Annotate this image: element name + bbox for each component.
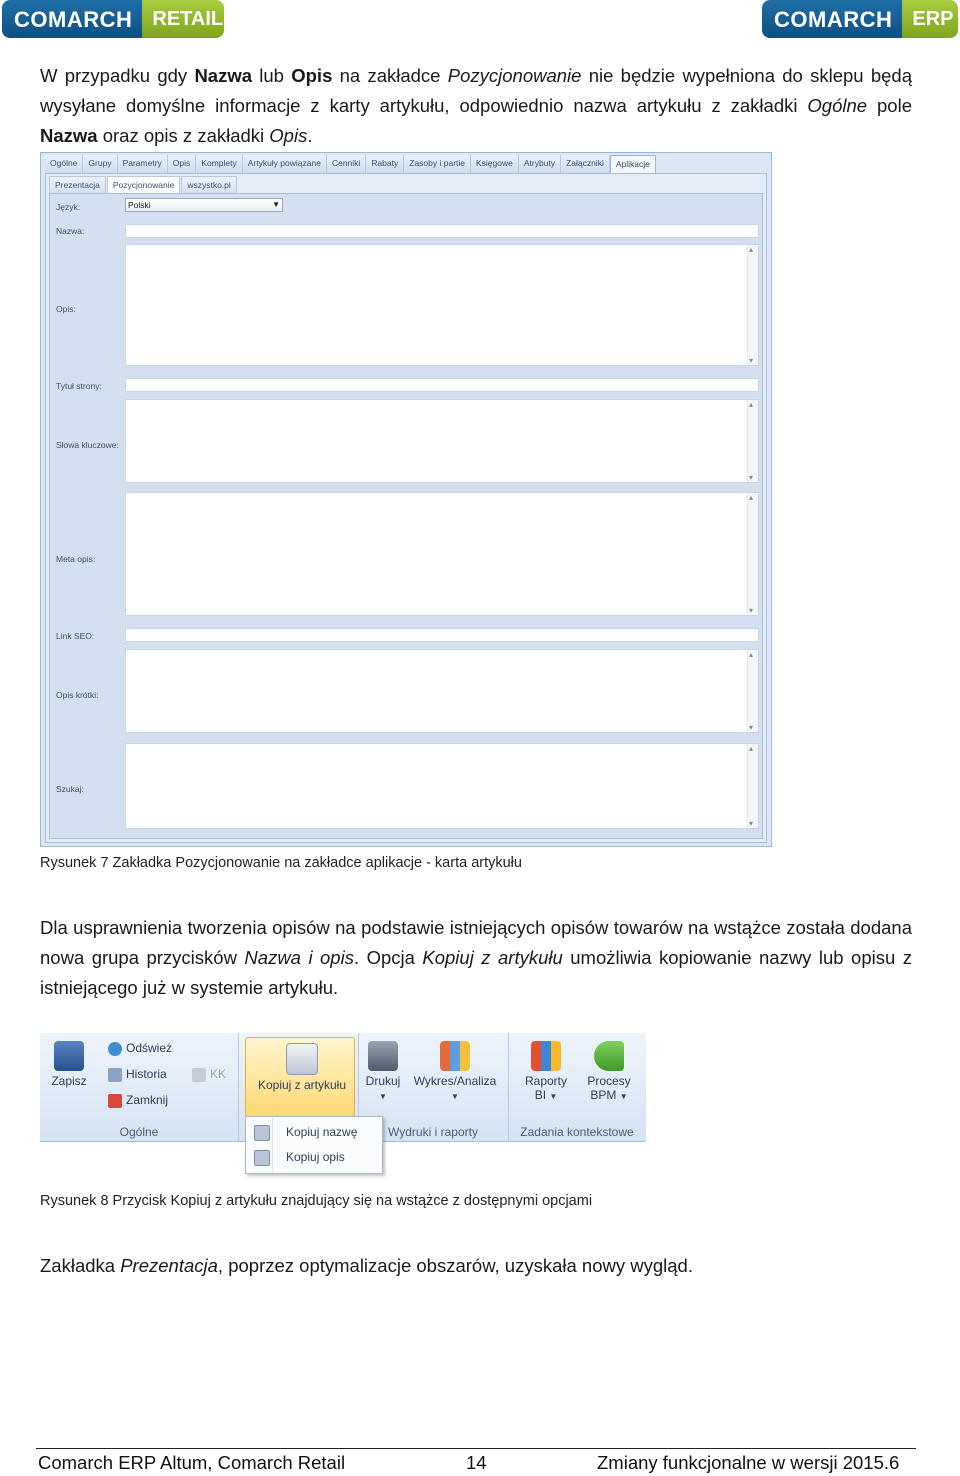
opis-krotki-label: Opis krótki: (56, 690, 99, 700)
scrollbar[interactable] (747, 245, 758, 365)
opis-label: Opis: (56, 304, 76, 314)
szukaj-field[interactable] (125, 743, 759, 829)
scrollbar[interactable] (747, 400, 758, 482)
footer-left: Comarch ERP Altum, Comarch Retail (38, 1452, 346, 1473)
chart-icon (440, 1041, 470, 1071)
chevron-down-icon: ▼ (619, 1092, 628, 1101)
tytul-strony-field[interactable] (125, 378, 759, 392)
tab-cenniki[interactable]: Cenniki (327, 155, 366, 173)
scrollbar[interactable] (747, 744, 758, 828)
kopiuj-opis-menu-item[interactable]: Kopiuj opis (246, 1145, 382, 1169)
drukuj-button[interactable]: Drukuj ▼ (362, 1041, 404, 1102)
opis-krotki-field[interactable] (125, 649, 759, 733)
chevron-down-icon: ▼ (379, 1092, 387, 1101)
kopiuj-nazwe-menu-item[interactable]: Kopiuj nazwę (246, 1120, 382, 1144)
chevron-down-icon: ▼ (451, 1092, 459, 1101)
szukaj-label: Szukaj: (56, 784, 84, 794)
kopiuj-z-artykulu-button[interactable]: Kopiuj z artykułu (248, 1043, 356, 1092)
zapisz-button[interactable]: Zapisz (48, 1041, 90, 1088)
tab-komplety[interactable]: Komplety (196, 155, 242, 173)
refresh-icon (108, 1042, 122, 1056)
paragraph-nazwa-i-opis: Dla usprawnienia tworzenia opisów na podstawie istniejących opisów towarów na wstążce została dodana nowa grupa przycisków Nazwa i opis. Opcja Kopiuj z artykułu umożliwia kopiowanie nazwy lub opisu z istniejącego już w systemie artykułu. (40, 917, 913, 998)
jezyk-select[interactable]: Polski ▼ (125, 198, 283, 212)
jezyk-label: Język: (56, 202, 81, 212)
chevron-down-icon: ▼ (549, 1092, 558, 1101)
pozycjonowanie-form (49, 193, 763, 839)
play-gear-icon (594, 1041, 624, 1071)
kk-icon (192, 1068, 206, 1082)
raporty-bi-button[interactable]: Raporty BI ▼ (516, 1041, 576, 1102)
tab-artykuly-powiazane[interactable]: Artykuły powiązane (243, 155, 327, 173)
close-icon (108, 1094, 122, 1108)
aplikacje-panel (45, 173, 767, 843)
scrollbar[interactable] (747, 650, 758, 732)
history-icon (108, 1068, 122, 1082)
paragraph-prezentacja: Zakładka Prezentacja, poprzez optymalizacje obszarów, uzyskała nowy wygląd. (40, 1255, 693, 1276)
comarch-retail-logo: COMARCH RETAIL (2, 0, 224, 38)
tab-grupy[interactable]: Grupy (83, 155, 117, 173)
ribbon-group-ogolne (40, 1033, 239, 1141)
group-label-wydruki: Wydruki i raporty (388, 1125, 478, 1139)
zamknij-button[interactable]: Zamknij (108, 1093, 168, 1108)
printer-icon (368, 1041, 398, 1071)
comarch-erp-logo: COMARCH ERP (762, 0, 958, 38)
nazwa-label: Nazwa: (56, 226, 85, 236)
scrollbar[interactable] (747, 493, 758, 615)
paragraph-intro: W przypadku gdy Nazwa lub Opis na zakładce Pozycjonowanie nie będzie wypełniona do sklepu będą wysyłane domyślne informacje z karty artykułu, odpowiednio nazwa artykułu z zakładki Ogólne pole Nazwa oraz opis z zakładki Opis. (40, 65, 912, 146)
kk-button[interactable]: KK (192, 1067, 226, 1082)
tab-aplikacje[interactable]: Aplikacje (610, 155, 656, 174)
tab-atrybuty[interactable]: Atrybuty (519, 155, 561, 173)
screenshot-ribbon (40, 1033, 646, 1173)
figure-caption-7: Rysunek 7 Zakładka Pozycjonowanie na zakładce aplikacje - karta artykułu (40, 855, 522, 871)
slowa-kluczowe-field[interactable] (125, 399, 759, 483)
article-tabs (45, 155, 656, 173)
slowa-kluczowe-label: Słowa kluczowe: (56, 440, 119, 450)
tab-parametry[interactable]: Parametry (118, 155, 168, 173)
page-number: 14 (466, 1452, 487, 1473)
copy-icon (254, 1150, 270, 1166)
historia-button[interactable]: Historia (108, 1067, 167, 1082)
tytul-label: Tytuł strony: (56, 381, 102, 391)
tab-zalaczniki[interactable]: Załączniki (561, 155, 610, 173)
tab-prezentacja[interactable]: Prezentacja (49, 176, 106, 194)
tab-pozycjonowanie[interactable]: Pozycjonowanie (107, 176, 180, 194)
meta-opis-field[interactable] (125, 492, 759, 616)
procesy-bpm-button[interactable]: Procesy BPM ▼ (578, 1041, 640, 1102)
opis-field[interactable] (125, 244, 759, 366)
tab-opis[interactable]: Opis (168, 155, 196, 173)
tab-zasoby[interactable]: Zasoby i partie (404, 155, 471, 173)
tab-wszystko-pl[interactable]: wszystko.pl (181, 176, 236, 194)
bar-chart-icon (531, 1041, 561, 1071)
copy-table-icon (286, 1043, 318, 1075)
figure-caption-8: Rysunek 8 Przycisk Kopiuj z artykułu znajdujący się na wstążce z dostępnymi opcjami (40, 1193, 593, 1209)
chevron-down-icon: ▼ (272, 200, 280, 209)
meta-opis-label: Meta opis: (56, 554, 96, 564)
footer-right: Zmiany funkcjonalne w wersji 2015.6 (597, 1452, 900, 1473)
wykres-analiza-button[interactable]: Wykres/Analiza ▼ (410, 1041, 500, 1102)
tab-ogolne[interactable]: Ogólne (45, 155, 83, 173)
link-seo-label: Link SEO: (56, 631, 95, 641)
group-label-zadania: Zadania kontekstowe (520, 1125, 634, 1139)
nazwa-field[interactable] (125, 224, 759, 238)
link-seo-field[interactable] (125, 628, 759, 642)
copy-icon (254, 1125, 270, 1141)
ribbon-group-zadania (508, 1033, 646, 1141)
screenshot-pozycjonowanie (40, 152, 772, 847)
aplikacje-subtabs (49, 176, 238, 194)
kopiuj-dropdown-menu (245, 1116, 383, 1174)
tab-ksiegowe[interactable]: Księgowe (471, 155, 519, 173)
tab-rabaty[interactable]: Rabaty (366, 155, 404, 173)
footer-divider (36, 1448, 916, 1449)
group-label-ogolne: Ogólne (119, 1125, 159, 1139)
save-icon (54, 1041, 84, 1071)
odswiez-button[interactable]: Odśwież (108, 1041, 172, 1056)
